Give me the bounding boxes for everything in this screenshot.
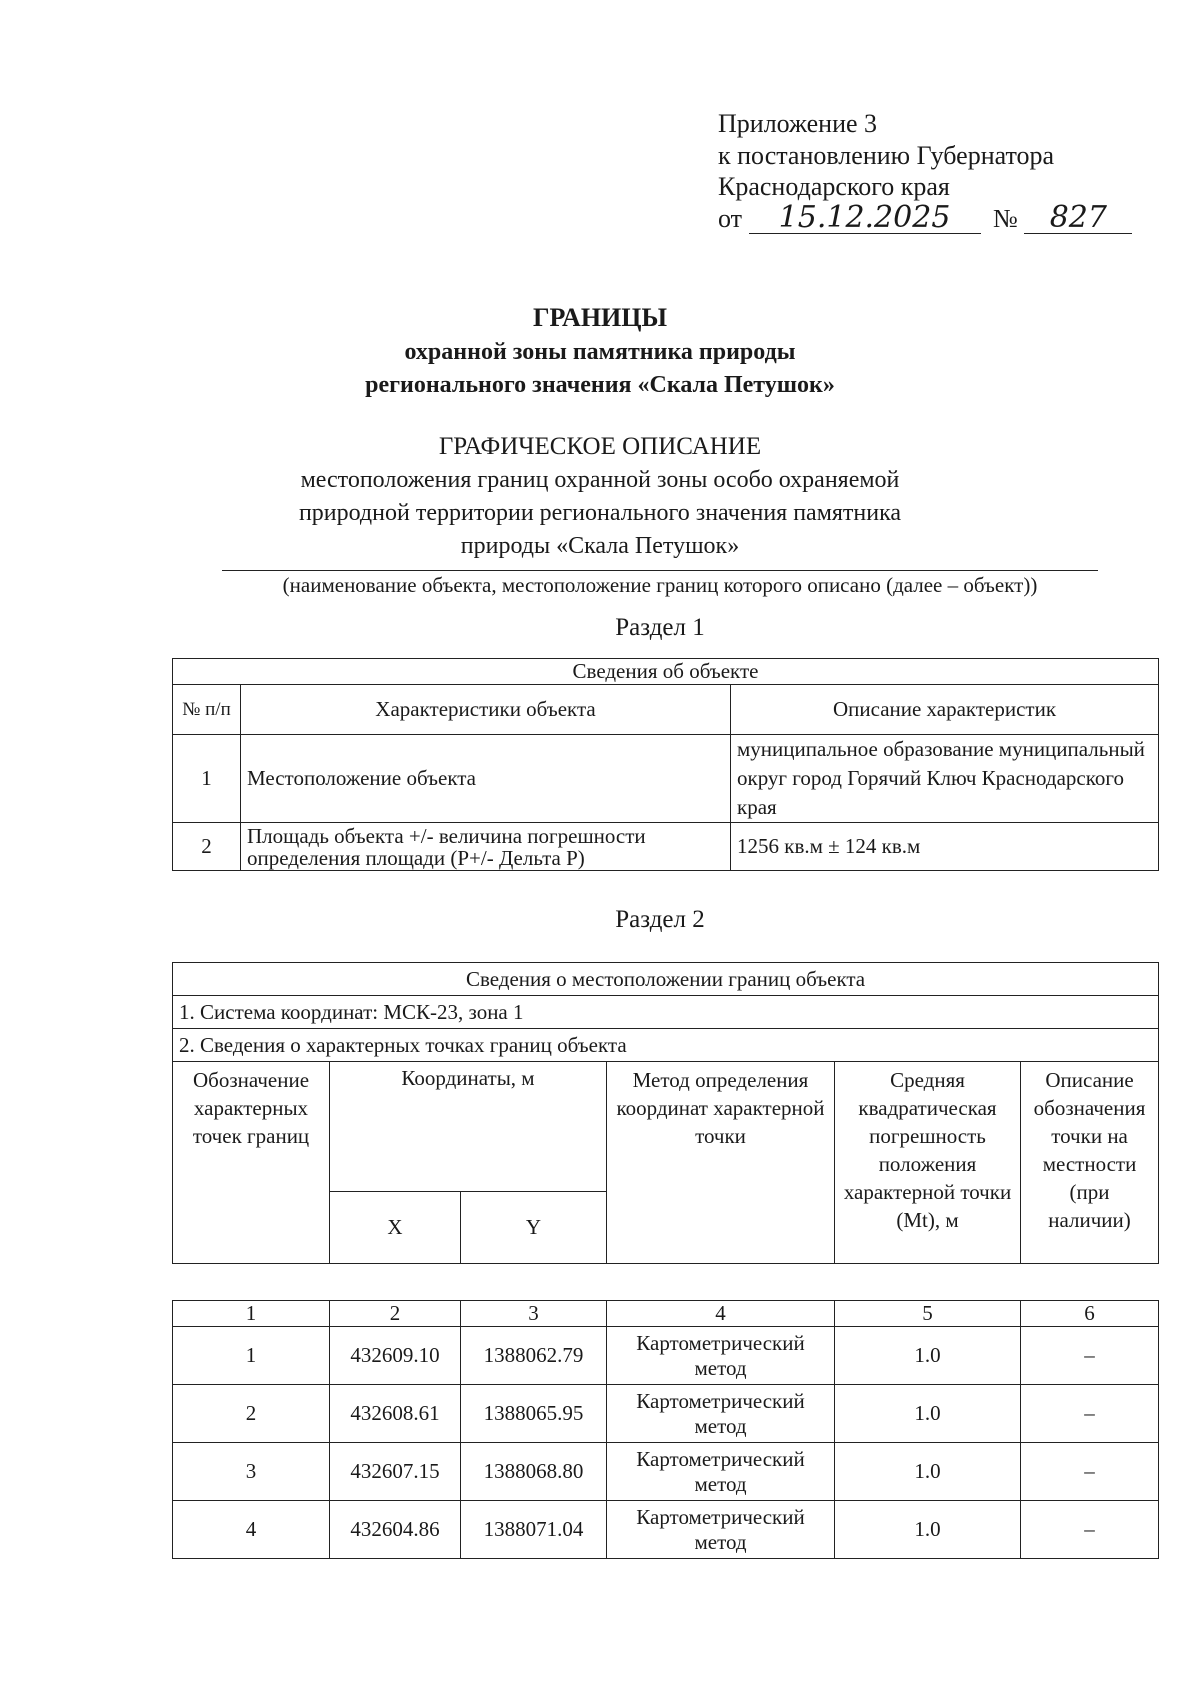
row-name: Площадь объекта +/- величина погрешности определения площади (P+/- Дельта P) [241,823,731,871]
boundary-info-table [172,962,1159,1264]
row-number: 2 [173,823,241,871]
point-id: 3 [173,1443,330,1501]
point-x: 432607.15 [330,1443,461,1501]
handwritten-number: 827 [1024,203,1132,234]
point-method: Картометрический метод [607,1385,835,1443]
header-characteristics: Характеристики объекта [241,685,731,735]
header-method: Метод определения координат характерной точки [607,1062,835,1264]
object-note: (наименование объекта, местоположение границ которого описано (далее – объект)) [282,573,1038,597]
header-designation: Обозначение характерных точек границ [173,1062,330,1264]
header-error: Средняя квадратическая погрешность положения характерной точки (Mt), м [835,1062,1021,1264]
table-row [173,1443,1159,1501]
appendix-line-2: к постановлению Губернатора [718,140,1055,170]
appendix-date-line [718,199,1132,235]
appendix-line-1: Приложение 3 [718,109,878,138]
column-number: 4 [607,1301,835,1327]
point-method: Картометрический метод [607,1327,835,1385]
point-id: 1 [173,1327,330,1385]
point-id: 4 [173,1501,330,1559]
handwritten-date: 15.12.2025 [749,203,981,234]
table-row [173,1501,1159,1559]
point-error: 1.0 [835,1385,1021,1443]
appendix-line-3: Краснодарского края [718,172,950,201]
table-row [173,1385,1159,1443]
points-title: 2. Сведения о характерных точках границ объекта [173,1029,1159,1062]
subtitle-line-1: охранной зоны памятника природы [404,339,796,365]
section-1-heading: Раздел 1 [615,614,705,641]
point-error: 1.0 [835,1327,1021,1385]
column-number: 1 [173,1301,330,1327]
subtitle-line-2: регионального значения «Скала Петушок» [365,372,835,398]
boundary-info-title: Сведения о местоположении границ объекта [173,963,1159,996]
description-heading: ГРАФИЧЕСКОЕ ОПИСАНИЕ [438,433,762,460]
from-label: от [718,203,743,233]
point-x: 432604.86 [330,1501,461,1559]
number-label: № [993,203,1018,233]
point-y: 1388065.95 [461,1385,607,1443]
description-text [0,464,1200,563]
point-y: 1388068.80 [461,1443,607,1501]
point-error: 1.0 [835,1501,1021,1559]
point-description: – [1021,1443,1159,1501]
table-row [173,1327,1159,1385]
column-number: 2 [330,1301,461,1327]
description-line-2: природной территории регионального значения памятника [298,500,902,526]
table-row [173,823,1159,871]
table-row [173,735,1159,823]
header-coordinates: Координаты, м [330,1062,607,1192]
points-table [172,1300,1159,1559]
object-info-table [172,658,1159,871]
point-x: 432609.10 [330,1327,461,1385]
header-description: Описание характеристик [731,685,1159,735]
column-number: 3 [461,1301,607,1327]
point-method: Картометрический метод [607,1443,835,1501]
row-value: 1256 кв.м ± 124 кв.м [731,823,1159,871]
object-underline [222,570,1098,571]
point-x: 432608.61 [330,1385,461,1443]
header-y: Y [461,1192,607,1264]
point-id: 2 [173,1385,330,1443]
header-x: X [330,1192,461,1264]
header-number: № п/п [173,685,241,735]
point-y: 1388071.04 [461,1501,607,1559]
row-value: муниципальное образование муниципальный округ город Горячий Ключ Краснодарского края [731,735,1159,823]
description-line-1: местоположения границ охранной зоны особо охраняемой [300,467,900,493]
appendix-block [718,108,1132,234]
column-number: 6 [1021,1301,1159,1327]
point-description: – [1021,1327,1159,1385]
header-point-description: Описание обозначения точки на местности (при наличии) [1021,1062,1159,1264]
coordinate-system: 1. Система координат: МСК-23, зона 1 [173,996,1159,1029]
point-description: – [1021,1385,1159,1443]
point-error: 1.0 [835,1443,1021,1501]
column-number: 5 [835,1301,1021,1327]
document-title: ГРАНИЦЫ [532,303,668,332]
document-subtitle [0,336,1200,402]
column-numbers-row [173,1301,1159,1327]
point-description: – [1021,1501,1159,1559]
section-2-heading: Раздел 2 [615,906,705,933]
point-y: 1388062.79 [461,1327,607,1385]
row-number: 1 [173,735,241,823]
description-line-3: природы «Скала Петушок» [460,533,740,559]
point-method: Картометрический метод [607,1501,835,1559]
object-info-title: Сведения об объекте [173,659,1159,685]
row-name: Местоположение объекта [241,735,731,823]
